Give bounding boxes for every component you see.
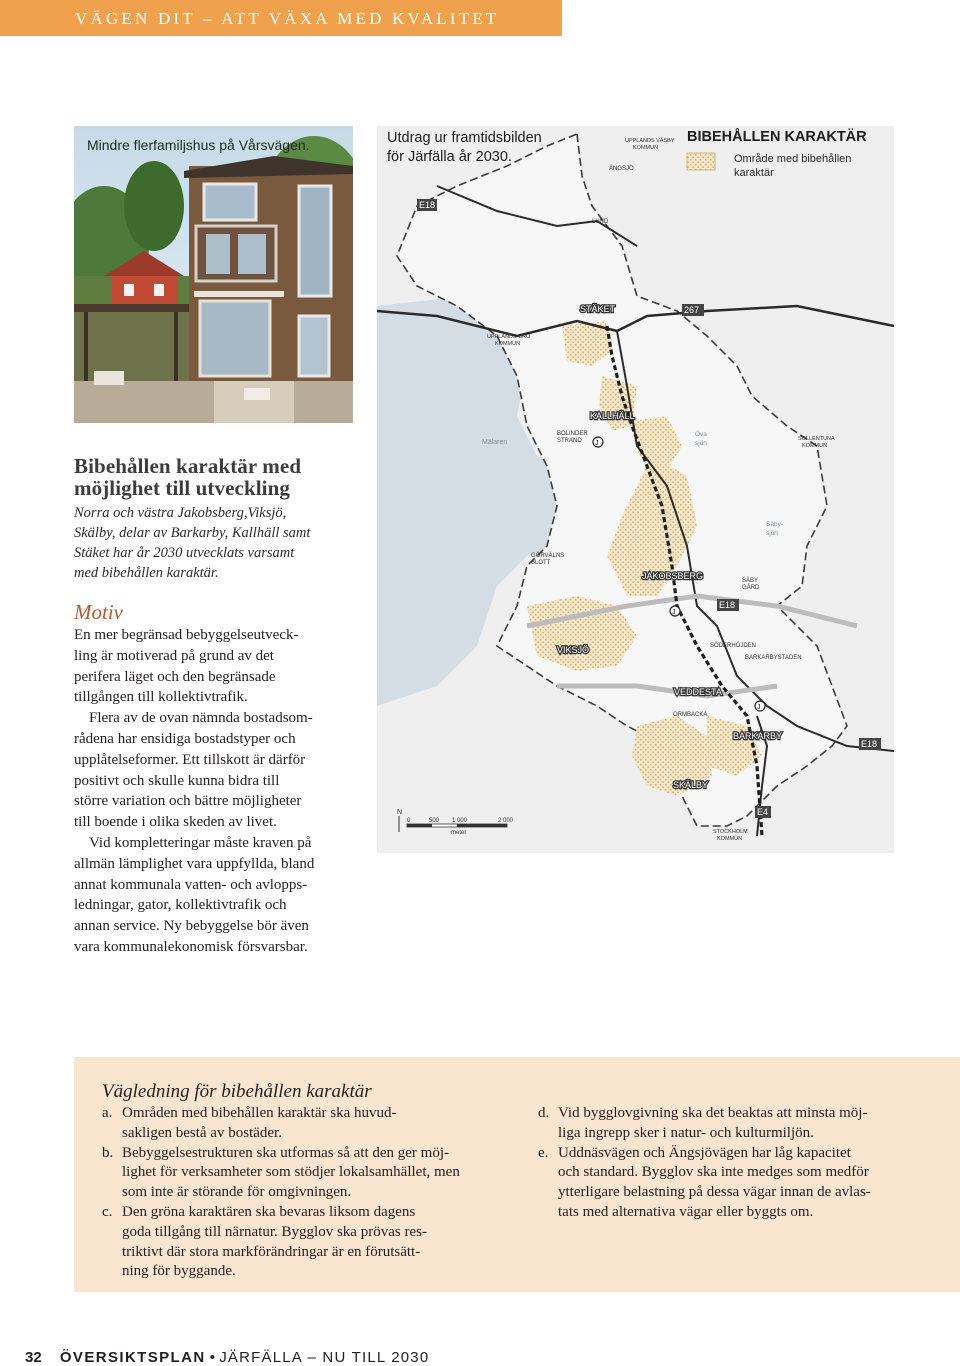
guidance-item <box>102 1144 522 1203</box>
text-line: Vid kompletteringar måste kraven på <box>89 834 312 851</box>
guidance-list-left <box>102 1104 522 1282</box>
place-label: KOMMUN <box>802 443 828 449</box>
text-line: rådena har ensidiga bostadstyper och <box>74 730 296 747</box>
place-label: LUND <box>592 219 609 225</box>
lead-line: Skälby, delar av Barkarby, Kallhäll samt <box>74 525 311 541</box>
scale-tick: 0 <box>407 818 411 824</box>
lead-text <box>74 503 364 583</box>
photo-caption: Mindre flerfamiljshus på Vårsvägen. <box>87 137 310 153</box>
map-figure <box>377 126 894 853</box>
paragraph <box>74 625 358 708</box>
text-line: goda tillgång till närnatur. Bygglov ska prövas res- <box>122 1223 427 1240</box>
road-label: E18 <box>861 739 878 749</box>
guidance-item <box>538 1144 938 1223</box>
place-label: SOLLENTUNA <box>798 436 835 442</box>
paragraph <box>74 833 358 958</box>
place-label: VEDDESTA <box>674 687 722 697</box>
text-line: som inte är störande för omgivningen. <box>122 1184 352 1201</box>
text-line: triktivt där stora markförändringar är en förutsätt- <box>122 1243 421 1260</box>
text-line: ledningar, gator, kollektivtrafik och <box>74 897 287 914</box>
road-label: E4 <box>757 807 769 817</box>
place-label: SÖDERHÖJDEN <box>710 643 757 649</box>
text-line: ytterligare belastning på dessa vägar innan de avlas- <box>558 1184 871 1201</box>
item-key: a. <box>102 1105 113 1121</box>
item-key: e. <box>538 1144 549 1161</box>
lead-line: Stäket har år 2030 utvecklats varsamt <box>74 545 295 561</box>
legend-item: karaktär <box>734 167 774 179</box>
item-text <box>122 1104 522 1144</box>
legend-swatch <box>687 153 715 170</box>
scale-tick: 500 <box>429 818 440 824</box>
guidance-item <box>102 1104 522 1144</box>
place-label: KOMMUN <box>717 836 743 842</box>
text-line: och standard. Bygglov ska inte medges som medför <box>558 1164 869 1181</box>
place-label: ORMBACKA <box>673 712 708 718</box>
section-title: VÄGEN DIT – ATT VÄXA MED KVALITET <box>75 9 500 28</box>
legend-item: Område med bibehållen <box>734 153 852 165</box>
place-label: KALLHÄLL <box>590 411 635 421</box>
road-label: E18 <box>719 600 736 610</box>
water-label: Säby- <box>766 521 783 528</box>
place-label: SLOTT <box>531 560 551 566</box>
scale-bar-segment <box>457 824 507 827</box>
text-line: positivt och skulle kunna bidra till <box>74 772 280 789</box>
guidance-title: Vägledning för bibehållen karaktär <box>102 1081 372 1102</box>
guidance-item <box>538 1104 938 1144</box>
place-label: VIKSJÖ <box>557 645 590 655</box>
text-line: upplåtelseformer. Ett tillskott är därför <box>74 751 306 768</box>
page-footer <box>25 1349 429 1366</box>
place-label: SKÄLBY <box>673 780 709 790</box>
text-line: större variation och bättre möjligheter <box>74 793 302 810</box>
place-label: STOCKHOLM <box>713 829 748 835</box>
scale-bar-segment <box>407 824 432 827</box>
scale-unit: meter <box>451 830 467 836</box>
place-label: BARKARBY <box>733 731 783 741</box>
document-subtitle: JÄRFÄLLA – NU TILL 2030 <box>219 1349 430 1366</box>
item-key: d. <box>538 1105 550 1121</box>
item-text <box>122 1203 522 1282</box>
guidance-item <box>102 1203 522 1282</box>
lead-line: Norra och västra Jakobsberg,Viksjö, <box>74 505 287 521</box>
text-line: annat kommunala vatten- och avlopps- <box>74 876 308 893</box>
place-label: STRAND <box>557 438 582 444</box>
text-line: annan service. Ny bebyggelse bör även <box>74 918 309 935</box>
text-line: lighet för verksamheter som stödjer lokalsamhället, men <box>122 1164 460 1181</box>
place-label: UPPLANDS VÄSBY <box>625 138 675 144</box>
place-label: GÅRD <box>742 585 760 591</box>
text-line: tillgången till kollektivtrafik. <box>74 689 248 706</box>
place-label: BARKARBYSTADEN <box>745 655 802 661</box>
text-line: till boende i olika skeden av livet. <box>74 814 277 831</box>
text-line: Uddnäsvägen och Ängsjövägen har låg kapacitet <box>558 1144 851 1161</box>
motiv-heading: Motiv <box>74 600 123 624</box>
map-caption: för Järfälla år 2030. <box>387 149 512 165</box>
scale-tick: 2 000 <box>498 818 514 824</box>
water-label: Öva <box>695 431 707 438</box>
water-label: Mälaren <box>482 439 508 446</box>
body-text <box>74 625 358 958</box>
station-label: J <box>757 704 761 711</box>
item-key: c. <box>102 1203 113 1220</box>
text-line: Områden med bibehållen karaktär ska huvud- <box>122 1105 397 1121</box>
heading-line: Bibehållen karaktär med <box>74 454 302 478</box>
text-line: ning för byggande. <box>122 1263 236 1280</box>
item-text <box>558 1104 938 1144</box>
text-line: allmän lämplighet vara uppfyllda, bland <box>74 855 315 872</box>
text-line: liga ingrepp sker i natur- och kulturmiljön. <box>558 1124 814 1141</box>
road-label: E18 <box>419 200 436 210</box>
house-photo <box>74 126 353 423</box>
guidance-box <box>74 1057 960 1292</box>
place-label: BOLINDER <box>557 431 588 437</box>
station-label: J <box>672 609 676 616</box>
legend-title: BIBEHÅLLEN KARAKTÄR <box>687 129 867 145</box>
lead-line: med bibehållen karaktär. <box>74 565 219 581</box>
house-illustration <box>74 126 353 423</box>
item-text <box>122 1144 522 1203</box>
footer-bullet: • <box>209 1349 216 1366</box>
section-header-band <box>0 0 562 36</box>
place-label: STÄKET <box>580 304 616 314</box>
heading-line: möjlighet till utveckling <box>74 476 290 500</box>
section-heading <box>74 455 354 499</box>
text-line: En mer begränsad bebyggelseutveck- <box>74 627 299 643</box>
text-line: perifera läget och den begränsade <box>74 668 276 685</box>
place-label: GÖRVÄLNS <box>531 553 565 559</box>
place-label: KOMMUN <box>633 145 659 151</box>
item-key: b. <box>102 1144 114 1161</box>
place-label: SÄBY <box>742 578 759 584</box>
text-line: vara kommunalekonomisk försvarsbar. <box>74 938 308 955</box>
place-label: KOMMUN <box>495 341 521 347</box>
scale-tick: 1 000 <box>452 818 468 824</box>
map-caption: Utdrag ur framtidsbilden <box>387 130 542 146</box>
north-arrow: N <box>397 809 403 816</box>
item-text <box>558 1144 938 1223</box>
road-label: 267 <box>684 305 700 315</box>
area-map <box>377 126 894 853</box>
text-line: sakligen bestå av bostäder. <box>122 1124 282 1141</box>
water-label: sjön <box>766 530 778 537</box>
paragraph <box>74 708 358 833</box>
text-line: tats med alternativa vägar eller byggts om. <box>558 1203 814 1220</box>
station-label: J <box>595 440 599 447</box>
text-line: Bebyggelsestrukturen ska utformas så att den ger möj- <box>122 1144 449 1161</box>
place-label: ÄNGSJÖ <box>609 166 634 172</box>
place-label: UPPLANDS-BRO <box>487 334 531 340</box>
text-line: ling är motiverad på grund av det <box>74 647 274 664</box>
page-number: 32 <box>25 1349 42 1366</box>
water-label: sjön <box>695 440 707 447</box>
guidance-list-right <box>538 1104 938 1223</box>
document-title: ÖVERSIKTSPLAN <box>59 1349 206 1366</box>
place-label: JAKOBSBERG <box>642 571 704 581</box>
text-line: Den gröna karaktären ska bevaras liksom dagens <box>122 1203 416 1220</box>
text-line: Flera av de ovan nämnda bostadsom- <box>89 710 313 727</box>
text-line: Vid bygglovgivning ska det beaktas att minsta möj- <box>558 1105 868 1121</box>
